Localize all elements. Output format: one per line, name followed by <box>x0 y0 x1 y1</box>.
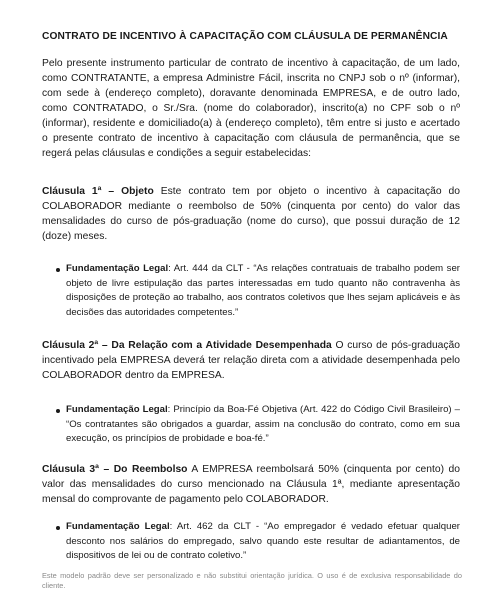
clause-1-body: Este contrato tem por objeto o incentivo à capacitação do COLABORADOR mediante o reembolso de 50% (cinquenta por cento) do valor das mensalidades do curso de pós-graduação (nome do curso), que possui duração de 12 (doze) meses. <box>42 186 460 242</box>
clause-3-legal-text: : Art. 462 da CLT - “Ao empregador é vedado efetuar qualquer desconto nos salários do empregado, salvo quando este resultar de adiantamentos, de dispositivos de lei ou de contrato coletivo.” <box>66 521 460 562</box>
disclaimer-footer: Este modelo padrão deve ser personalizado e não substitui orientação jurídica. O uso é de exclusiva responsabilidade do cliente. <box>42 571 462 590</box>
clause-1-legal-basis <box>62 262 460 320</box>
clause-3 <box>42 462 460 507</box>
clause-3-legal-label: Fundamentação Legal <box>66 521 170 532</box>
clause-1-legal-label: Fundamentação Legal <box>66 263 169 274</box>
bullet-icon <box>56 526 60 530</box>
bullet-icon <box>56 409 60 413</box>
clause-2-heading: Cláusula 2ª – Da Relação com a Atividade Desempenhada <box>42 340 332 351</box>
clause-3-body: A EMPRESA reembolsará 50% (cinquenta por cento) do valor das mensalidades do curso mencionado na Cláusula 1ª, mediante apresentação mensal do comprovante de pagamento pelo COLABORADOR. <box>42 464 460 505</box>
clause-2 <box>42 338 460 383</box>
clause-2-legal-text: : Princípio da Boa-Fé Objetiva (Art. 422 do Código Civil Brasileiro) – “Os contratantes são obrigados a guardar, assim na conclusão do contrato, como em sua execução, os princípios de probidade e boa-fé.” <box>66 404 460 445</box>
clause-3-legal-basis <box>62 520 460 564</box>
clause-2-body: O curso de pós-graduação incentivado pela EMPRESA deverá ter relação direta com a atividade desempenhada pelo COLABORADOR dentro da EMPRESA. <box>42 340 461 381</box>
clause-2-legal-basis <box>62 403 460 447</box>
intro-paragraph: Pelo presente instrumento particular de contrato de incentivo à capacitação, de um lado, como CONTRATANTE, a empresa Administre Fácil, inscrita no CNPJ sob o nº (informar), com sede à (endereço completo), doravante denominada EMPRESA, e de outro lado, como CONTRATADO, o Sr./Sra. (nome do colaborador), inscrito(a) no CPF sob o nº (informar), residente e domiciliado(a) à (endereço completo), têm entre si justo e acertado o presente contrato de incentivo à capacitação com cláusula de permanência, que se regerá pelas cláusulas e condições a seguir estabelecidas: <box>42 58 460 159</box>
bullet-icon <box>56 268 60 272</box>
clause-1 <box>42 184 460 244</box>
clause-1-heading: Cláusula 1ª – Objeto <box>42 186 154 197</box>
clause-3-heading: Cláusula 3ª – Do Reembolso <box>42 464 188 475</box>
document-title: CONTRATO DE INCENTIVO À CAPACITAÇÃO COM CLÁUSULA DE PERMANÊNCIA <box>42 31 448 42</box>
clause-2-legal-label: Fundamentação Legal <box>66 404 168 415</box>
clause-1-legal-text: : Art. 444 da CLT - “As relações contratuais de trabalho podem ser objeto de livre estipulação das partes interessadas em tudo quanto não contravenha às disposições de proteção ao trabalho, aos contratos coletivos que lhes sejam aplicáveis e às decisões das autoridades competentes.” <box>66 263 460 318</box>
